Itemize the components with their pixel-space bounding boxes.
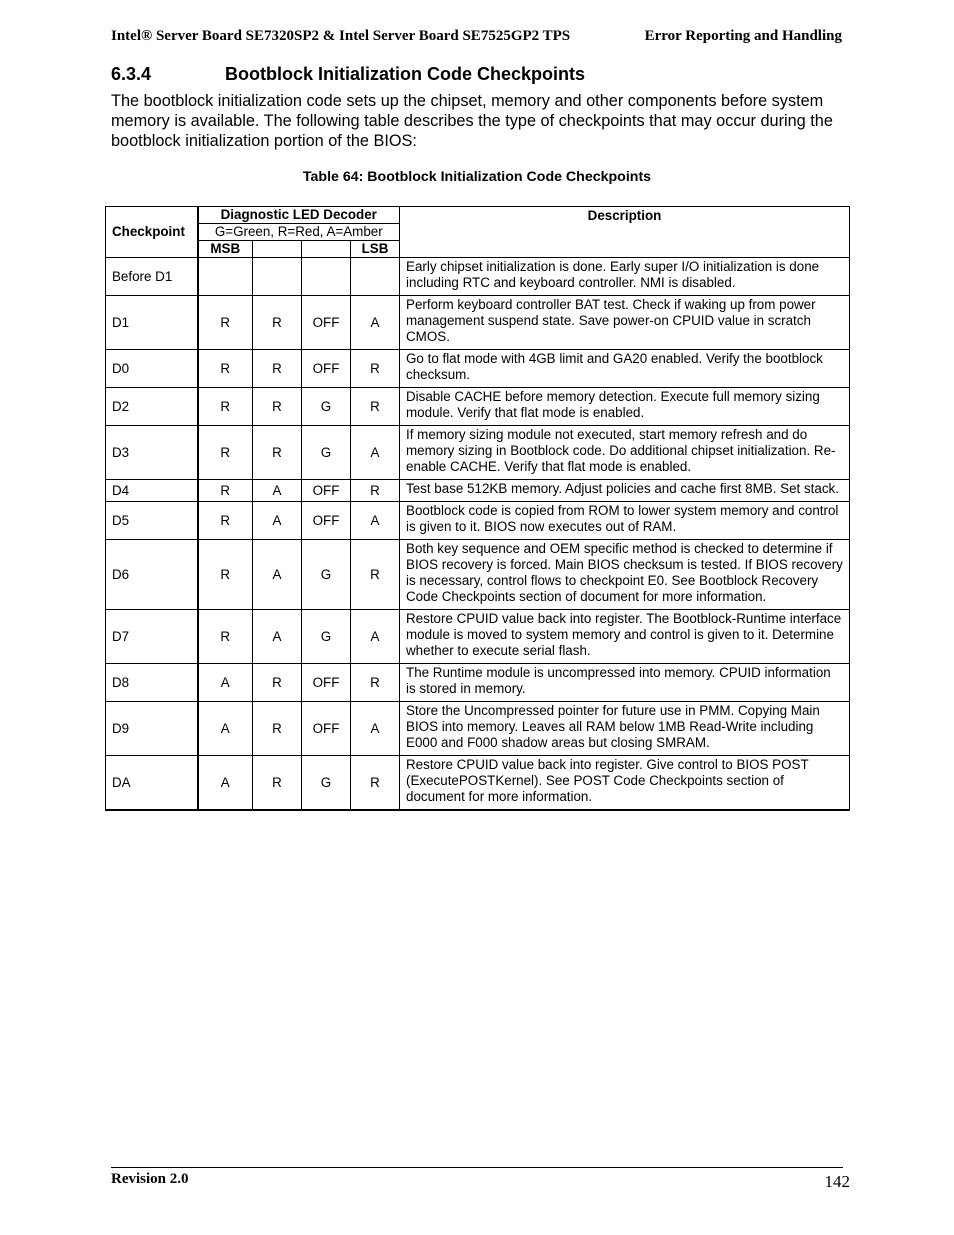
led-3-cell: OFF <box>302 502 351 540</box>
description-cell: Perform keyboard controller BAT test. Check if waking up from power management suspend state. Save power-on CPUID value in scratch CMOS. <box>400 296 850 350</box>
section-number: 6.3.4 <box>111 64 152 84</box>
led-3-cell: G <box>302 426 351 480</box>
checkpoint-cell: D0 <box>106 350 198 388</box>
led-lsb-cell: A <box>351 610 400 664</box>
table-row <box>106 664 850 702</box>
led-2-cell: R <box>253 388 302 426</box>
led-2-cell: R <box>253 664 302 702</box>
footer-revision: Revision 2.0 <box>111 1171 189 1187</box>
led-lsb-cell: A <box>351 702 400 756</box>
led-3-cell: G <box>302 756 351 811</box>
checkpoint-cell: D4 <box>106 480 198 502</box>
led-lsb-cell: A <box>351 502 400 540</box>
description-cell: Bootblock code is copied from ROM to lower system memory and control is given to it. BIOS now executes out of RAM. <box>400 502 850 540</box>
led-lsb-cell: R <box>351 540 400 610</box>
table-row <box>106 350 850 388</box>
led-lsb-cell: R <box>351 756 400 811</box>
checkpoint-cell: D6 <box>106 540 198 610</box>
header-led-2 <box>253 241 302 258</box>
led-msb-cell <box>198 258 253 296</box>
led-2-cell: A <box>253 540 302 610</box>
checkpoint-cell: D8 <box>106 664 198 702</box>
table-row <box>106 388 850 426</box>
led-msb-cell: A <box>198 756 253 811</box>
led-lsb-cell: R <box>351 388 400 426</box>
led-2-cell: R <box>253 296 302 350</box>
intro-paragraph: The bootblock initialization code sets up the chipset, memory and other components before system memory is available. The following table describes the type of checkpoints that may occur during the bootblock initialization portion of the BIOS: <box>111 92 833 150</box>
header-chapter-title: Error Reporting and Handling <box>644 28 842 44</box>
led-2-cell: R <box>253 350 302 388</box>
header-description: Description <box>400 207 850 258</box>
led-3-cell: G <box>302 540 351 610</box>
footer-page-number: 142 <box>824 1172 850 1191</box>
checkpoint-table <box>105 206 850 811</box>
header-checkpoint: Checkpoint <box>106 207 198 258</box>
led-3-cell <box>302 258 351 296</box>
header-diagnostic-led-decoder: Diagnostic LED Decoder <box>198 207 400 224</box>
led-2-cell <box>253 258 302 296</box>
led-msb-cell: A <box>198 664 253 702</box>
table-row <box>106 426 850 480</box>
header-led-legend: G=Green, R=Red, A=Amber <box>198 224 400 241</box>
description-cell: The Runtime module is uncompressed into memory. CPUID information is stored in memory. <box>400 664 850 702</box>
led-lsb-cell: R <box>351 350 400 388</box>
led-3-cell: OFF <box>302 664 351 702</box>
led-lsb-cell: R <box>351 480 400 502</box>
table-row <box>106 296 850 350</box>
led-2-cell: R <box>253 426 302 480</box>
description-cell: If memory sizing module not executed, start memory refresh and do memory sizing in Bootblock code. Do additional chipset initialization. Re-enable CACHE. Verify that flat mode is enabled. <box>400 426 850 480</box>
led-msb-cell: R <box>198 350 253 388</box>
footer-divider <box>111 1167 843 1168</box>
table-row <box>106 480 850 502</box>
table-row <box>106 540 850 610</box>
description-cell: Store the Uncompressed pointer for future use in PMM. Copying Main BIOS into memory. Leaves all RAM below 1MB Read-Write including E000 and F000 shadow areas but closing SMRAM. <box>400 702 850 756</box>
page-header <box>111 28 842 45</box>
checkpoint-cell: DA <box>106 756 198 811</box>
led-2-cell: R <box>253 702 302 756</box>
led-2-cell: A <box>253 610 302 664</box>
led-3-cell: G <box>302 388 351 426</box>
description-cell: Both key sequence and OEM specific method is checked to determine if BIOS recovery is forced. Main BIOS checksum is tested. If BIOS recovery is necessary, control flows to checkpoint E0. See Bootblock Recovery Code Checkpoints section of document for more information. <box>400 540 850 610</box>
table-row <box>106 610 850 664</box>
led-3-cell: G <box>302 610 351 664</box>
led-2-cell: A <box>253 480 302 502</box>
header-msb: MSB <box>198 241 253 258</box>
header-document-title: Intel® Server Board SE7320SP2 & Intel Server Board SE7525GP2 TPS <box>111 28 571 44</box>
table-row <box>106 502 850 540</box>
led-msb-cell: A <box>198 702 253 756</box>
led-3-cell: OFF <box>302 702 351 756</box>
checkpoint-cell: D2 <box>106 388 198 426</box>
led-lsb-cell: A <box>351 296 400 350</box>
description-cell: Early chipset initialization is done. Early super I/O initialization is done including RTC and keyboard controller. NMI is disabled. <box>400 258 850 296</box>
description-cell: Test base 512KB memory. Adjust policies and cache first 8MB. Set stack. <box>400 480 850 502</box>
table-row <box>106 258 850 296</box>
checkpoint-cell: D7 <box>106 610 198 664</box>
led-lsb-cell: R <box>351 664 400 702</box>
led-3-cell: OFF <box>302 296 351 350</box>
checkpoint-cell: D5 <box>106 502 198 540</box>
led-3-cell: OFF <box>302 350 351 388</box>
checkpoint-cell: D9 <box>106 702 198 756</box>
table-row <box>106 702 850 756</box>
led-msb-cell: R <box>198 388 253 426</box>
table-row <box>106 756 850 811</box>
checkpoint-cell: D1 <box>106 296 198 350</box>
led-msb-cell: R <box>198 502 253 540</box>
description-cell: Restore CPUID value back into register. Give control to BIOS POST (ExecutePOSTKernel). See POST Code Checkpoints section of document for more information. <box>400 756 850 811</box>
description-cell: Disable CACHE before memory detection. Execute full memory sizing module. Verify that flat mode is enabled. <box>400 388 850 426</box>
led-lsb-cell <box>351 258 400 296</box>
led-3-cell: OFF <box>302 480 351 502</box>
led-msb-cell: R <box>198 610 253 664</box>
led-msb-cell: R <box>198 426 253 480</box>
led-2-cell: R <box>253 756 302 811</box>
table-caption: Table 64: Bootblock Initialization Code Checkpoints <box>302 169 652 185</box>
description-cell: Go to flat mode with 4GB limit and GA20 enabled. Verify the bootblock checksum. <box>400 350 850 388</box>
description-cell: Restore CPUID value back into register. The Bootblock-Runtime interface module is moved to system memory and control is given to it. Determine whether to execute serial flash. <box>400 610 850 664</box>
checkpoint-cell: D3 <box>106 426 198 480</box>
led-msb-cell: R <box>198 540 253 610</box>
checkpoint-cell: Before D1 <box>106 258 198 296</box>
led-msb-cell: R <box>198 480 253 502</box>
header-lsb: LSB <box>351 241 400 258</box>
led-msb-cell: R <box>198 296 253 350</box>
section-title: Bootblock Initialization Code Checkpoints <box>225 64 586 84</box>
section-heading <box>111 64 585 85</box>
header-led-3 <box>302 241 351 258</box>
led-2-cell: A <box>253 502 302 540</box>
led-lsb-cell: A <box>351 426 400 480</box>
